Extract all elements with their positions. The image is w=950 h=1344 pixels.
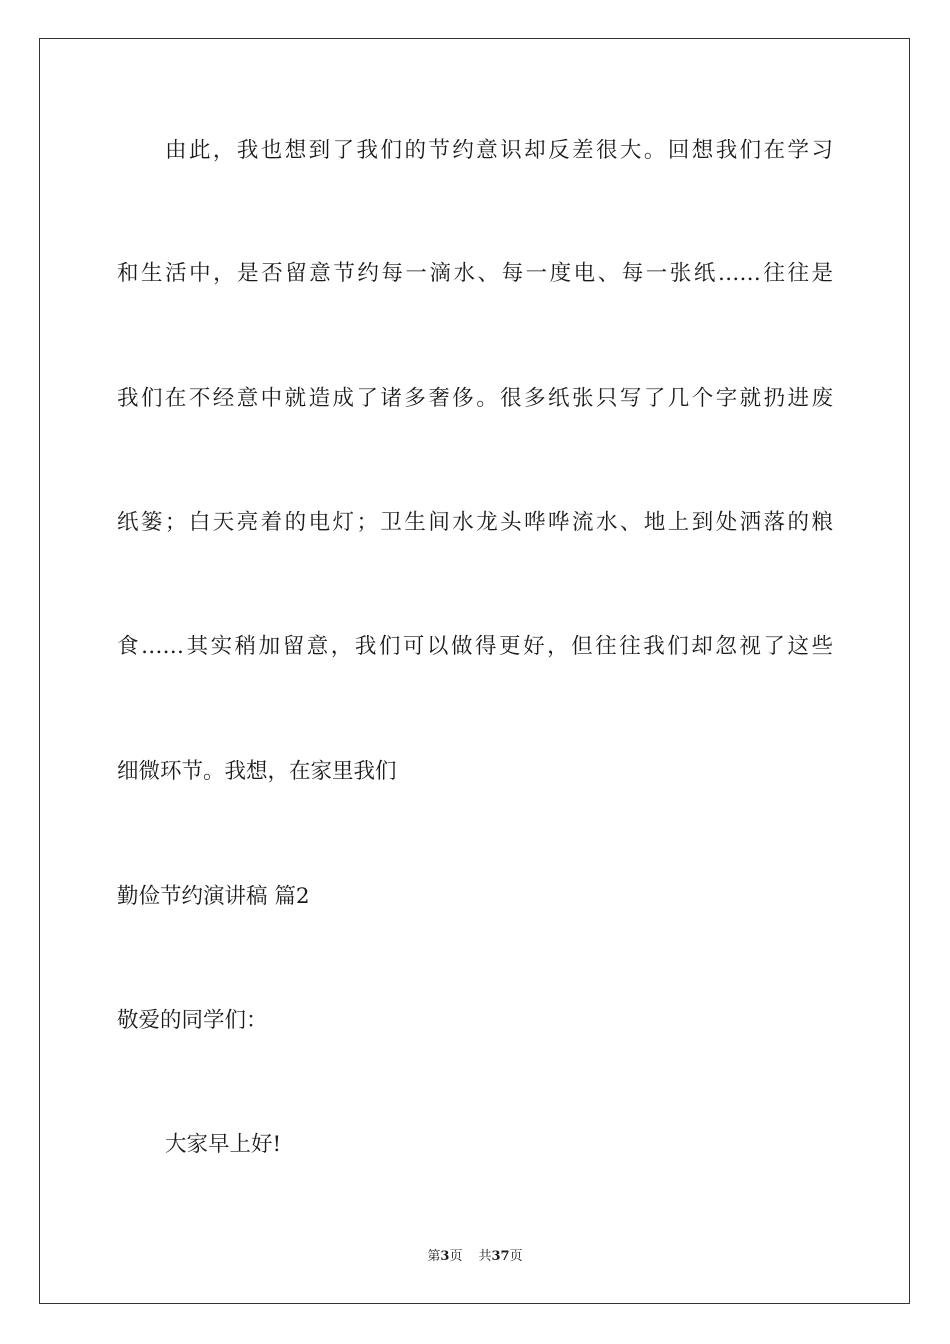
- paragraph-line-5: 食……其实稍加留意，我们可以做得更好，但往往我们却忽视了这些: [117, 634, 833, 659]
- footer-page-prefix: 第: [427, 1249, 441, 1264]
- paragraph-line-6: 细微环节。我想，在家里我们: [117, 759, 397, 784]
- section-heading: 勤俭节约演讲稿 篇2: [117, 884, 310, 909]
- footer-page-suffix: 页: [449, 1249, 463, 1264]
- salutation: 敬爱的同学们：: [117, 1008, 268, 1033]
- page-border: [39, 38, 910, 1304]
- paragraph-line-4: 纸篓；白天亮着的电灯；卫生间水龙头哗哗流水、地上到处洒落的粮: [117, 510, 833, 535]
- footer-total-suffix: 页: [509, 1249, 523, 1264]
- footer-page-number: 3: [440, 1249, 450, 1264]
- paragraph-line-2: 和生活中，是否留意节约每一滴水、每一度电、每一张纸……往往是: [117, 261, 833, 286]
- greeting: 大家早上好!: [165, 1132, 282, 1157]
- page-footer: [0, 1248, 950, 1266]
- paragraph-line-1: 由此，我也想到了我们的节约意识却反差很大。回想我们在学习: [165, 138, 833, 163]
- footer-total-pages: 37: [491, 1249, 510, 1264]
- paragraph-line-3: 我们在不经意中就造成了诸多奢侈。很多纸张只写了几个字就扔进废: [117, 386, 833, 411]
- footer-total-prefix: 共: [478, 1249, 492, 1264]
